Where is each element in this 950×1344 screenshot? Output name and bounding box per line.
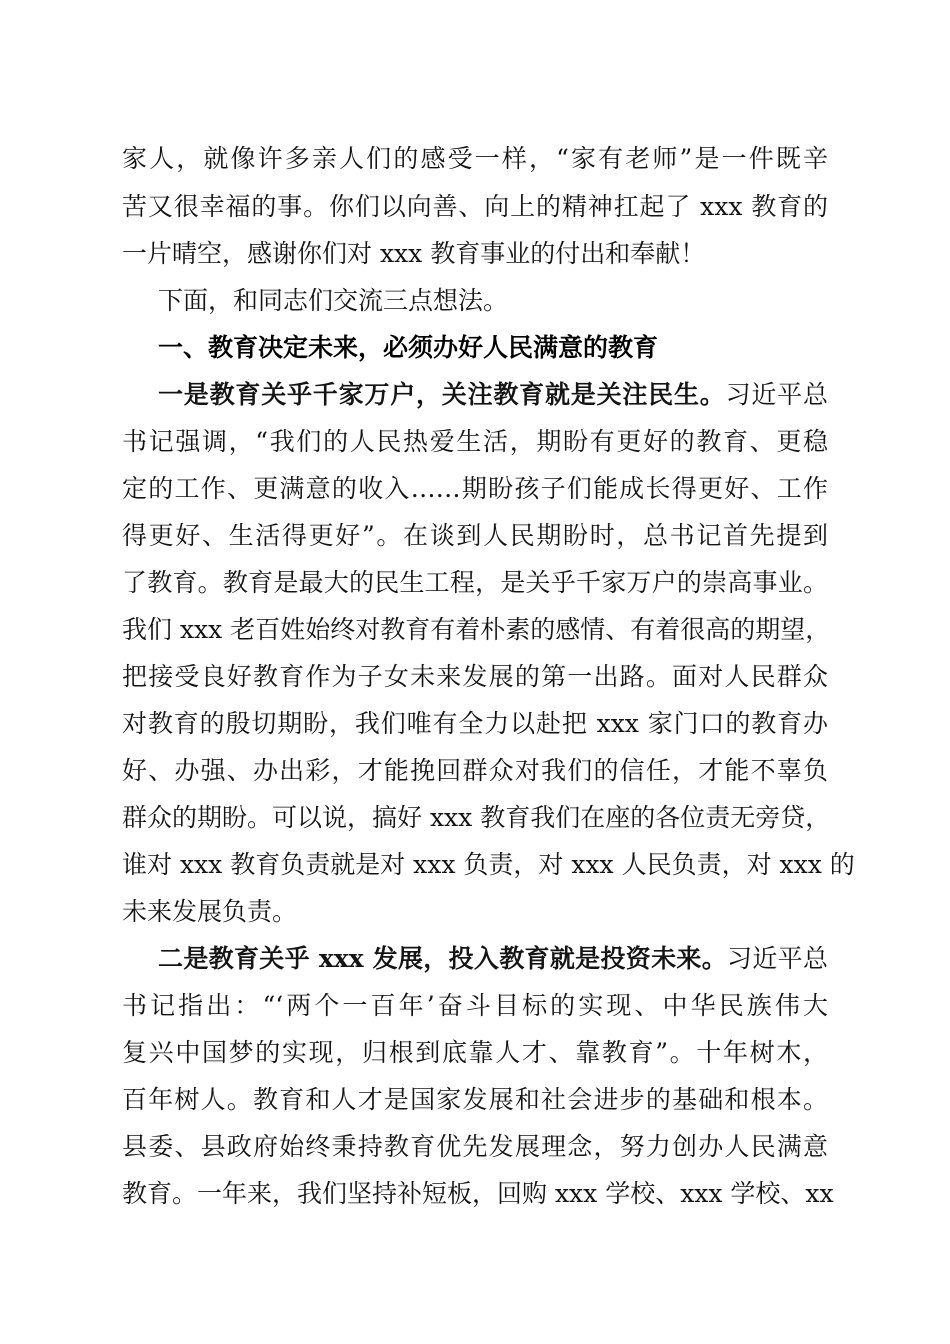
para-two-first-line-rest: 习近平总 xyxy=(727,944,828,973)
para-one-line: 谁对 xxx 教育负责就是对 xxx 负责，对 xxx 人民负责，对 xxx 的 xyxy=(122,850,855,879)
para-two-first-line xyxy=(158,937,828,981)
intro-line-3: 一片晴空，感谢你们对 xxx 教育事业的付出和奉献！ xyxy=(122,239,706,268)
section-heading: 一、教育决定未来，必须办好人民满意的教育 xyxy=(158,333,659,362)
para-one-line: 未来发展负责。 xyxy=(122,897,298,926)
para-two-line: 县委、县政府始终秉持教育优先发展理念，努力创办人民满意 xyxy=(122,1132,828,1161)
para-one-lead: 一是教育关乎千家万户，关注教育就是关注民生。 xyxy=(158,380,726,409)
para-two-lead: 二是教育关乎 xxx 发展，投入教育就是投资未来。 xyxy=(158,944,728,973)
para-one-line: 了教育。教育是最大的民生工程，是关乎千家万户的崇高事业。 xyxy=(122,568,828,597)
para-two-line: 百年树人。教育和人才是国家发展和社会进步的基础和根本。 xyxy=(122,1085,828,1114)
para-one-line: 书记强调，“我们的人民热爱生活，期盼有更好的教育、更稳 xyxy=(122,427,828,456)
intro-line-1: 家人，就像许多亲人们的感受一样，“家有老师”是一件既辛 xyxy=(122,144,828,173)
para-one-line: 把接受良好教育作为子女未来发展的第一出路。面对人民群众 xyxy=(122,662,828,691)
para-one-line: 群众的期盼。可以说，搞好 xxx 教育我们在座的各位责无旁贷， xyxy=(122,803,831,832)
para-one-first-line-rest: 习近平总 xyxy=(725,380,828,409)
intro-line-2: 苦又很幸福的事。你们以向善、向上的精神扛起了 xxx 教育的 xyxy=(122,192,828,221)
para-two-line: 教育。一年来，我们坚持补短板，回购 xxx 学校、xxx 学校、xx xyxy=(122,1179,834,1208)
para-one-first-line xyxy=(158,373,828,417)
para-one-line: 我们 xxx 老百姓始终对教育有着朴素的感情、有着很高的期望， xyxy=(122,615,831,644)
para-one-line: 好、办强、办出彩，才能挽回群众对我们的信任，才能不辜负 xyxy=(122,756,828,785)
para-one-line: 定的工作、更满意的收入……期盼孩子们能成长得更好、工作 xyxy=(122,474,828,503)
para-one-line: 得更好、生活得更好”。在谈到人民期盼时，总书记首先提到 xyxy=(122,521,828,550)
para-two-line: 复兴中国梦的实现，归根到底靠人才、靠教育”。十年树木， xyxy=(122,1038,828,1067)
transition-paragraph: 下面，和同志们交流三点想法。 xyxy=(158,286,509,315)
para-one-line: 对教育的殷切期盼，我们唯有全力以赴把 xxx 家门口的教育办 xyxy=(122,709,828,738)
para-two-line: 书记指出：“‘两个一百年’奋斗目标的实现、中华民族伟大 xyxy=(122,991,828,1020)
